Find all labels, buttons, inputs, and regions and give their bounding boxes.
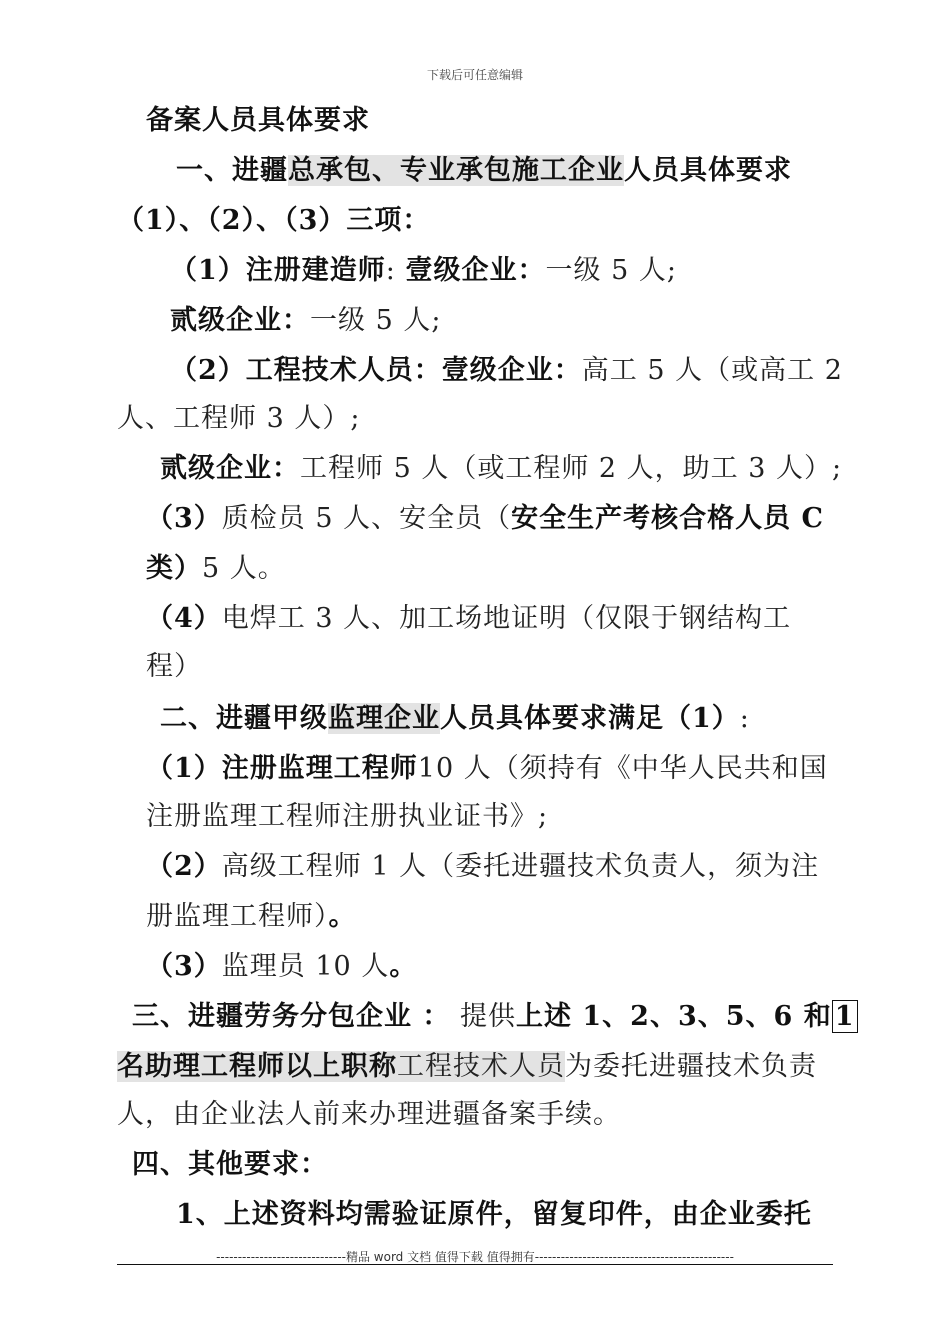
section-2-heading: 二、进疆甲级监理企业人员具体要求满足（1）: [160,703,750,734]
highlighted-text: 监理企业 [328,703,440,734]
document-title: 备案人员具体要求 [146,105,370,136]
page-header: 下载后可任意编辑 [426,68,523,82]
item-1-1-grade2: 贰级企业：一级 5 人; [170,305,442,336]
section-4-item-1: 1、上述资料均需验证原件，留复印件，由企业委托 [176,1199,812,1230]
section-4-heading: 四、其他要求： [132,1149,328,1180]
page-footer: ------------------------------精品 word 文档 值得下载 值得拥有---------------------------------------------- [216,1250,734,1264]
item-1-2-grade2: 贰级企业：工程师 5 人（或工程师 2 人，助工 3 人）; [160,453,843,484]
item-1-3: （3）质检员 5 人、安全员（安全生产考核合格人员 C [146,503,825,534]
item-2-1: （1）注册监理工程师10 人（须持有《中华人民共和国 [146,753,828,784]
highlighted-text: 总承包、专业承包施工企业 [288,155,624,186]
item-2-3: （3）监理员 10 人。 [146,951,418,982]
section-3-heading: 三、进疆劳务分包企业 ： 提供上述 1、2、3、5、6 和 1 [132,1000,858,1034]
item-2-1-cont: 注册监理工程师注册执业证书》; [146,801,549,832]
highlighted-text: 名助理工程师以上职称 [117,1051,397,1082]
footer-divider [117,1264,833,1265]
section-1-heading: 一、进疆总承包、专业承包施工企业人员具体要求 [176,155,792,186]
section-3-line3: 人，由企业法人前来办理进疆备案手续。 [117,1099,621,1130]
item-1-4: （4）电焊工 3 人、加工场地证明（仅限于钢结构工 [146,603,792,634]
item-1-3-cont: 类）5 人。 [146,553,286,584]
section-1-heading-cont: （1）、（2）、（3）三项： [117,205,431,236]
highlighted-text: 工程技术人员 [397,1051,565,1082]
item-1-4-cont: 程） [146,651,202,682]
boxed-number: 1 [832,1000,858,1033]
item-2-2: （2）高级工程师 1 人（委托进疆技术负责人，须为注 [146,851,820,882]
item-1-1: （1）注册建造师: 壹级企业：一级 5 人; [170,255,677,286]
item-2-2-cont: 册监理工程师）。 [146,901,357,932]
item-1-2: （2）工程技术人员：壹级企业：高工 5 人（或高工 2 [170,355,843,386]
section-3-line2: 名助理工程师以上职称工程技术人员为委托进疆技术负责 [117,1051,817,1082]
item-1-2-cont: 人、工程师 3 人）; [117,403,361,434]
